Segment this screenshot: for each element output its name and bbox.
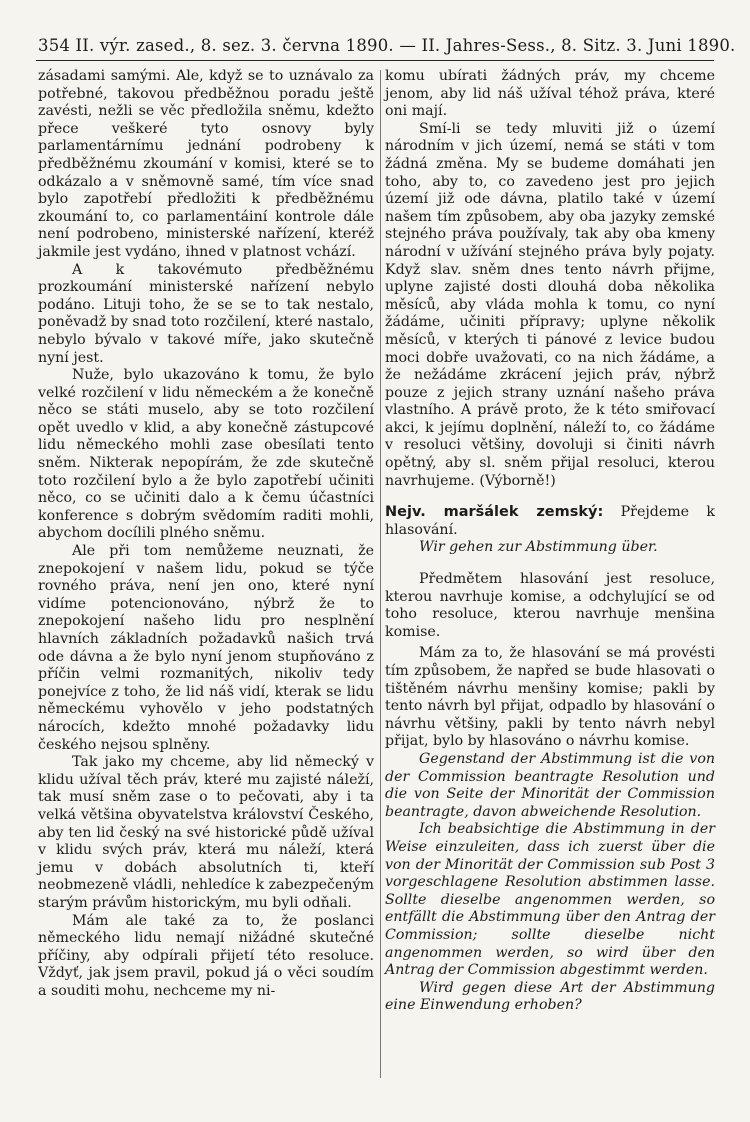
paragraph: Nuže, bylo ukazováno k tomu, že bylo velké rozčilení v lidu německém a že konečně něco se státi muselo, aby se toto rozčilení opět uvedlo v klid, a aby konečně zástupcové lidu německého mohli zase obesílati tento sněm. Nikterak nepopírám, že zde skutečně toto rozčilení bylo a že bylo zapotřebí učiniti něco, co se učiniti dalo a k čemu účastníci konference s dobrým svědomím raditi mohli, abychom docílili plného sněmu. <box>38 367 374 542</box>
paragraph: zásadami samými. Ale, když se to uznávalo za potřebné, takovou předběžnou poradu ještě zavésti, nežli se věc předložila sněmu, kdežto přece veškeré tyto osnovy byly parlamentárnímu jednání podrobeny k předběžnému zkoumání v komisi, které se to odkázalo a v sněmovně samé, tím více snad bylo zapotřebí předložiti k předběžnému zkoumání to, co parlamentáiní kontrole dále není podrobeno, ministerské nařízení, kteréž jakmile jest vydáno, ihned v platnost vchází. <box>38 68 374 260</box>
paragraph-german: Gegenstand der Abstimmung ist die von der Commission beantragte Resolution und die von Seite der Minorität der Commission beantragte, davon abweichende Resolution. <box>385 750 715 820</box>
paragraph: Tak jako my chceme, aby lid německý v klidu užíval těch práv, které mu zajisté náleží, tak musí sněm zase o to pečovati, aby i ta velká většina obyvatelstva království Českého, aby ten lid český na své historické půdě užíval v klidu svých práv, která mu náleží, která jemu v dobách absolutních ti, kteří neobmezeně vládli, nehledíce k zabezpečeným starým právům historickým, mu byli odňali. <box>38 754 374 911</box>
paragraph: A k takovémuto předběžnému prozkoumání ministerské nařízení nebylo podáno. Lituji toho, že se se to tak nestalo, poněvadž by snad toto rozčilení, které nastalo, nebylo bývalo v takové míře, jako skutečně nyní jest. <box>38 261 374 366</box>
page-header: 354 II. výr. zased., 8. sez. 3. června 1890. — II. Jahres-Sess., 8. Sitz. 3. Juni 1890. <box>38 36 736 55</box>
speaker-name: Nejv. maršálek zemský: <box>385 504 604 521</box>
right-column <box>385 68 715 1015</box>
speaker-paragraph <box>385 504 715 539</box>
header-rule <box>36 60 714 61</box>
left-column <box>38 68 374 1000</box>
paragraph-german: Wird gegen diese Art der Abstimmung eine Einwendung erhoben? <box>385 979 715 1014</box>
column-divider <box>380 70 381 1078</box>
paragraph: Smí-li se tedy mluviti již o území národním v jich území, nemá se státi v tom žádná změna. My se budeme domáhati jen toho, aby to, co zavedeno jest pro jejich území již ode dávna, platilo také v území našem tím způsobem, aby oba jazyky zemské stejného práva používaly, tak aby oba kmeny národní v užívání stejného práva byly pojaty. Když slav. sněm dnes tento návrh přijme, uplyne zajisté dosti dlouhá doba několika měsíců, aby vláda mohla k tomu, co nyní žádáme, učiniti přípravy; uplyne několik měsíců, v kterých ti pánové z levice budou moci dobře uvažovati, co na nich žádáme, a že nežádáme zkrácení jejich práv, nýbrž pouze z jejich strany uznání našeho práva vlastního. A právě proto, že k této smiřovací akci, k jejímu doplnění, náleží to, co žádáme v resoluci většiny, dovoluji si činiti návrh opětný, aby sl. sněm přijal resoluci, kterou navrhujeme. (Výborně!) <box>385 120 715 489</box>
paragraph: Mám ale také za to, že poslanci německého lidu nemají nižádné skutečné příčiny, aby odpírali přijetí této resoluce. Vždyť, jak jsem pravil, pokud já o věci soudím a souditi mohu, nechceme my ni- <box>38 912 374 999</box>
paragraph: komu ubírati žádných práv, my chceme jenom, aby lid náš užíval téhož práva, které oni mají. <box>385 68 715 120</box>
paragraph-german: Ich beabsichtige die Abstimmung in der Weise einzuleiten, dass ich zuerst über die von der Minorität der Commission sub Post 3 vorgeschlagene Resolution abstimmen lasse. Sollte dieselbe angenommen werden, so entfällt die Abstimmung über den Antrag der Commission; sollte dieselbe nicht angenommen werden, so wird über den Antrag der Commission abgestimmt werden. <box>385 821 715 979</box>
paragraph-german: Wir gehen zur Abstimmung über. <box>419 539 658 556</box>
paragraph: Ale při tom nemůžeme neuznati, že znepokojení v našem lidu, pokud se týče rovného práva, není jen ono, které nyní vidíme potencionováno, nýbrž že to znepokojení našeho lidu pro nesplnění hlavních základních požadavků našich trvá ode dávna a že bylo nyní jenom stupňováno z příčin velmi rozmanitých, nikoliv tedy ponejvíce z toho, že lid náš vidí, kterak se lidu německému vyhovělo v jeho podstatných nárocích, kdežto mnohé požadavky lidu českého nejsou splněny. <box>38 543 374 753</box>
speaker-text: Přejdeme k hlasování. <box>385 504 716 538</box>
paragraph: Mám za to, že hlasování se má provésti tím způsobem, že napřed se bude hlasovati o tištěném návrhu menšiny komise; pakli by tento návrh byl přijat, odpadlo by hlasování o návrhu většiny, pakli by tento návrh nebyl přijat, bylo by hlasováno o návrhu komise. <box>385 645 715 750</box>
paragraph: Předmětem hlasování jest resoluce, kterou navrhuje komise, a odchylující se od toho resoluce, kterou navrhuje menšina komise. <box>385 571 715 640</box>
